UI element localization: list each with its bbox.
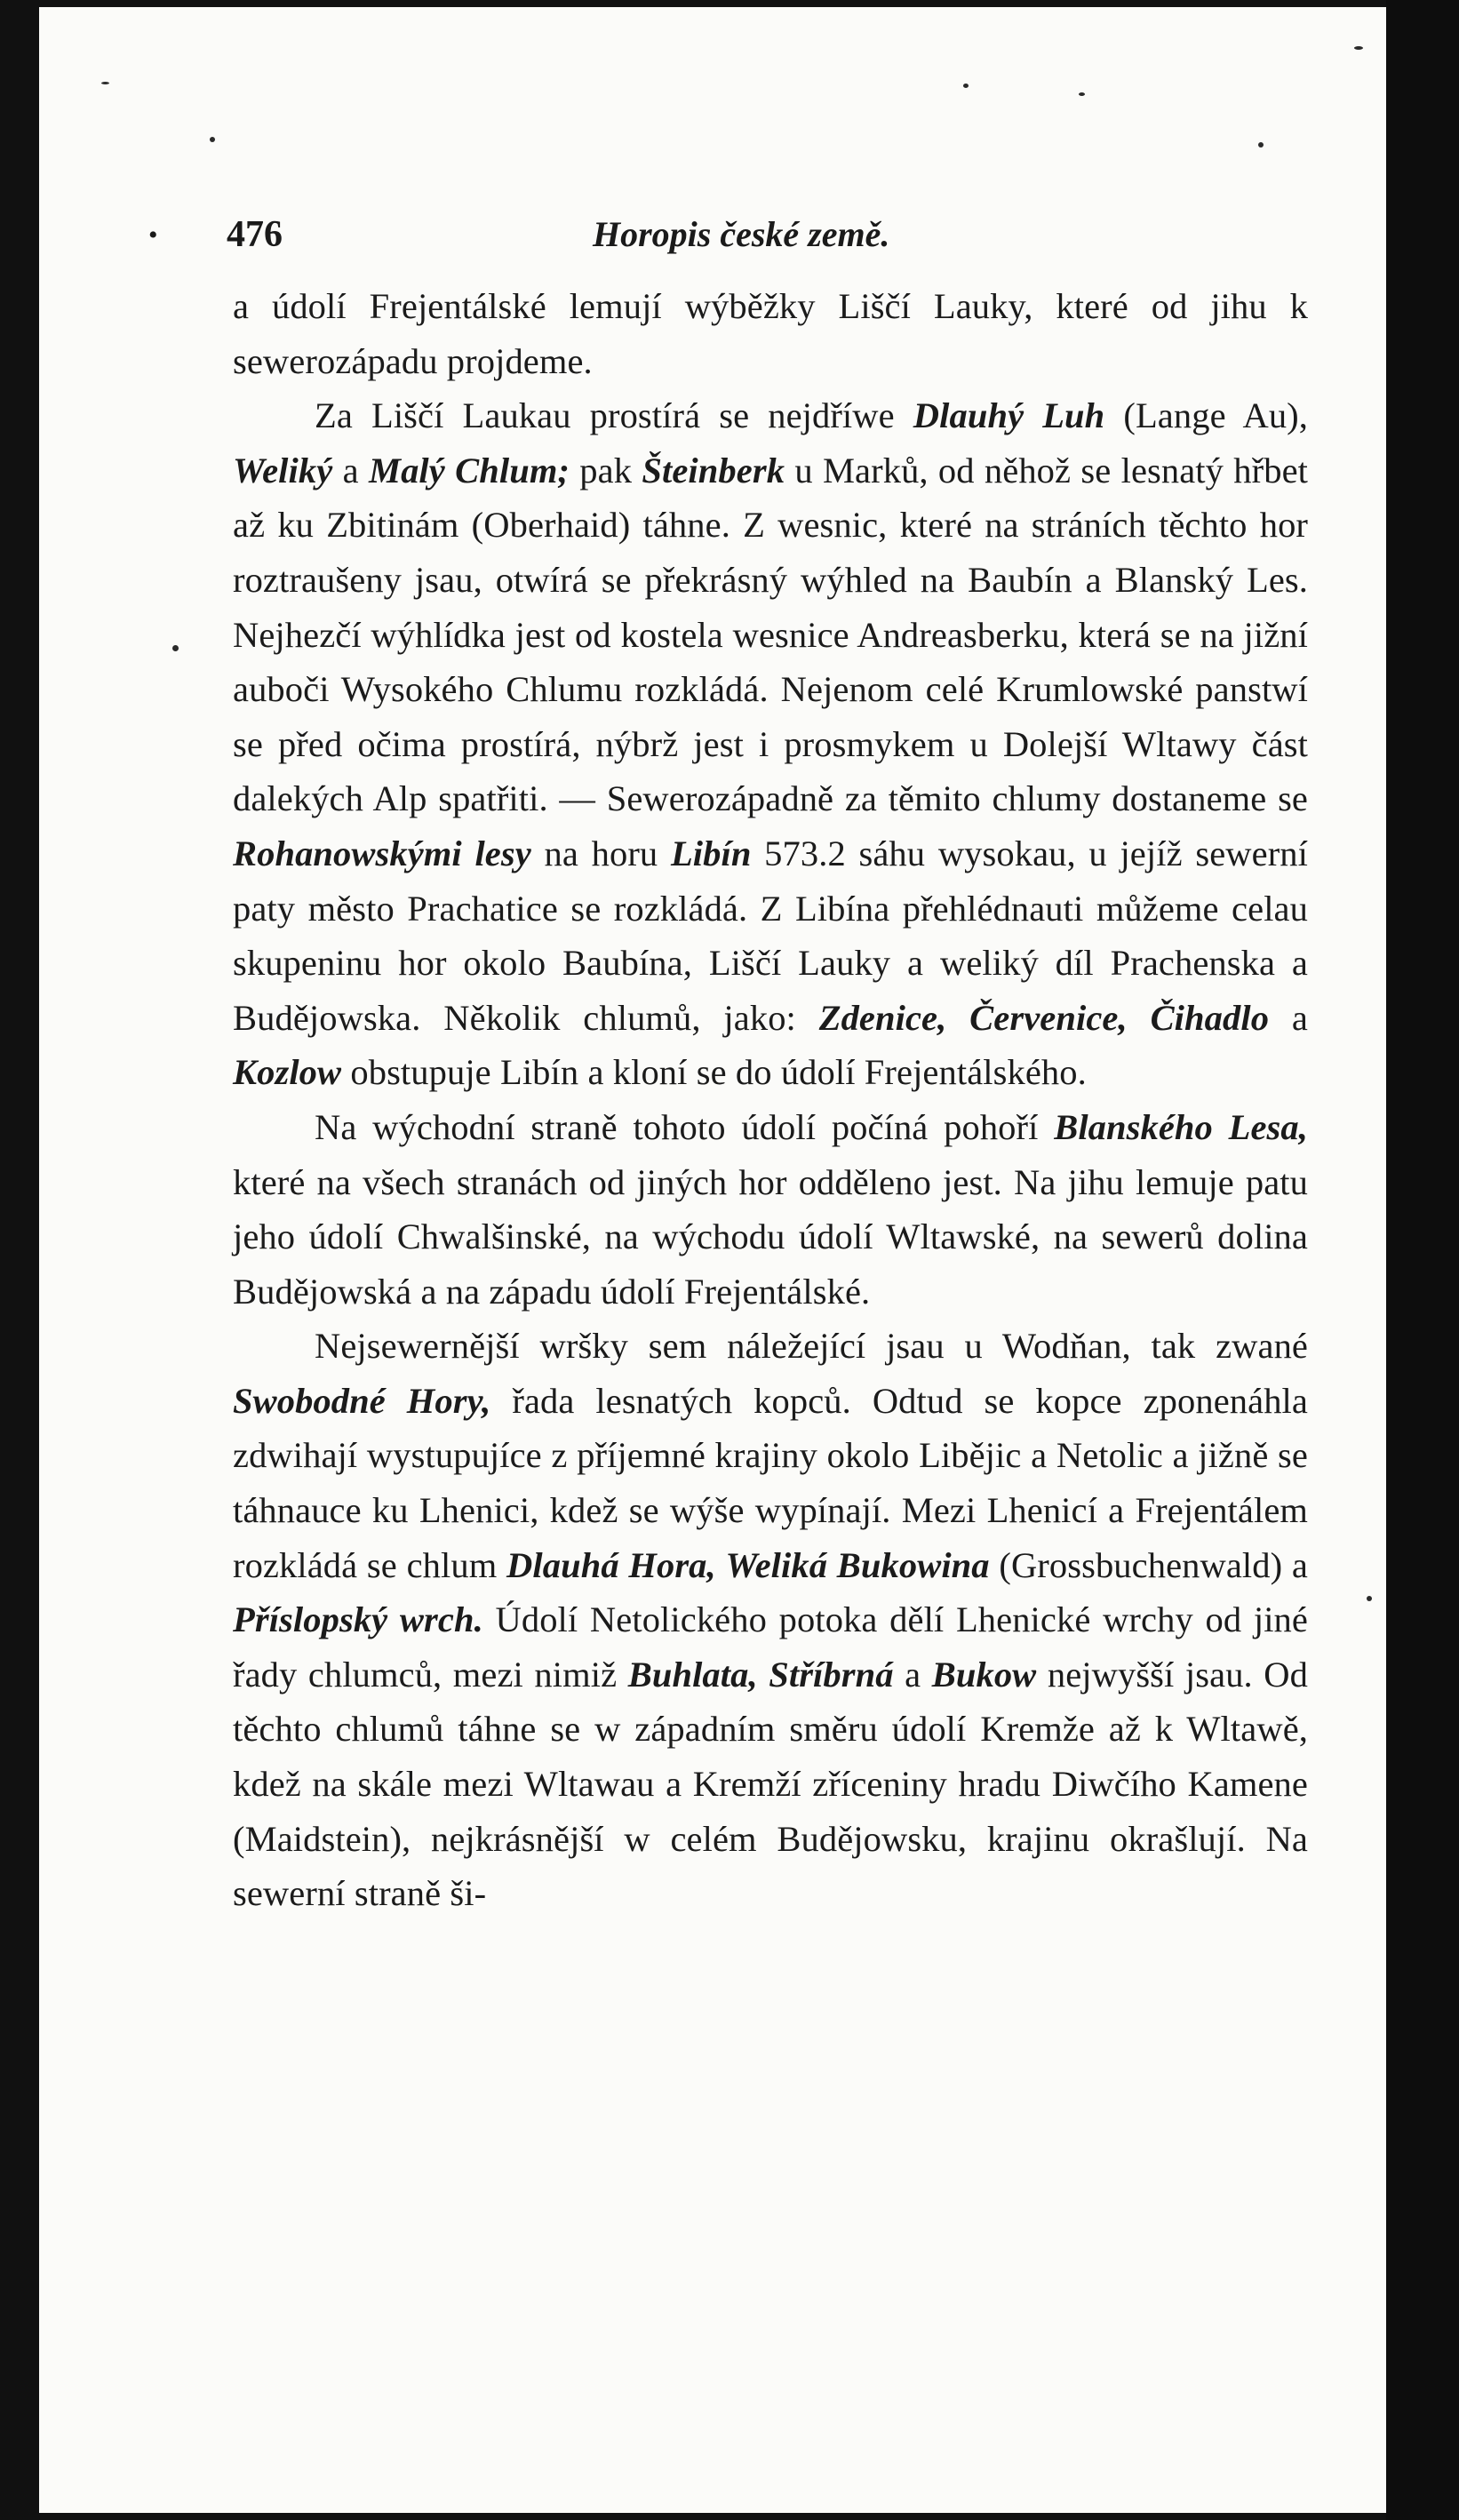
italic-term: Libín	[670, 833, 752, 873]
italic-term: Šteinberk	[642, 450, 785, 490]
body-text	[233, 279, 1308, 1921]
text-run: (Lange Au),	[1104, 395, 1308, 436]
text-run: řada lesnatých kopců. Odtud se kopce zponenáhla zdwihají wystupujíce z příjemné krajiny okolo Libějic a Netolic a jižně se táhnauce ku Lhenici, kdež se wýše wypínají. Mezi Lhenicí a Frejentálem rozkládá se chlum	[233, 1380, 1308, 1585]
text-run	[716, 1545, 726, 1585]
scan-speck	[1354, 46, 1363, 50]
scan-speck	[1258, 142, 1264, 148]
margin-bullet: •	[148, 220, 158, 250]
text-run: nejwyšší jsau. Od těchto chlumů táhne se w západním směru údolí Kremže až k Wltawě, kdež na skále mezi Wltawau a Kremží zříceniny hradu Diwčího Kamene (Maidstein), nejkrásnější w celém Budějowsku, krajinu okrašlují. Na sewerní straně ši-	[233, 1654, 1309, 1914]
italic-term: Weliká Bukowina	[725, 1544, 990, 1585]
scan-speck	[1079, 92, 1085, 96]
italic-term: Blanského Lesa,	[1054, 1106, 1308, 1147]
text-run: a	[332, 450, 369, 490]
text-run: a	[893, 1654, 932, 1695]
page-shadow	[1386, 0, 1459, 2520]
text-run: pak	[570, 450, 642, 490]
scan-speck	[963, 84, 969, 88]
italic-term: Malý Chlum;	[368, 450, 570, 490]
paragraph	[233, 1319, 1308, 1921]
text-run: Nejsewernější wršky sem náležející jsau u Wodňan, tak zwané	[315, 1326, 1308, 1367]
page-header	[148, 210, 1308, 263]
text-run: obstupuje Libín a kloní se do údolí Frejentálského.	[341, 1052, 1087, 1093]
scan-speck	[210, 137, 215, 142]
italic-term: Buhlata, Stříbrná	[627, 1654, 894, 1695]
text-run: Údolí Netolického potoka dělí Lhenické wrchy od jiné řady chlumců, mezi nimiž	[233, 1599, 1308, 1695]
text-run: a údolí Frejentálské lemují wýběžky Liščí Lauky, které od jihu k sewerozápadu projdeme.	[233, 286, 1308, 381]
italic-term: Weliký	[233, 450, 333, 490]
italic-term: Příslopský wrch.	[233, 1599, 483, 1640]
paragraph	[233, 279, 1308, 388]
italic-term: Bukow	[931, 1654, 1037, 1695]
text-run: Za Liščí Laukau prostírá se nejdříwe	[315, 395, 913, 436]
text-run: na horu	[530, 833, 671, 873]
italic-term: Swobodné Hory,	[233, 1380, 491, 1421]
text-run: Na wýchodní straně tohoto údolí počíná pohoří	[315, 1106, 1055, 1147]
text-run: a	[1269, 997, 1308, 1038]
paragraph	[233, 388, 1308, 1100]
italic-term: Dlauhý Luh	[913, 395, 1105, 436]
text-run: 573.2 sáhu wysokau, u jejíž sewerní paty město Prachatice se rozkládá. Z Libína přehlédnauti můžeme celau skupeninu hor okolo Baubína, Liščí Lauky a weliký díl Prachenska a Budějowska. Několik chlumů, jako:	[233, 833, 1309, 1038]
book-page	[39, 7, 1432, 2513]
text-run: které na všech stranách od jiných hor odděleno jest. Na jihu lemuje patu jeho údolí Chwalšinské, na wýchodu údolí Wltawské, na sewerů dolina Budějowská a na západu údolí Frejentálské.	[233, 1161, 1308, 1312]
text-run: (Grossbuchenwald) a	[989, 1544, 1309, 1585]
italic-term: Dlauhá Hora,	[506, 1544, 716, 1585]
scan-speck	[101, 82, 109, 84]
paragraph	[233, 1100, 1308, 1319]
scan-speck	[1367, 1596, 1372, 1601]
page-number: 476	[227, 214, 283, 255]
italic-term: Rohanowskými lesy	[233, 833, 531, 873]
running-title: Horopis české země.	[593, 214, 890, 254]
italic-term: Zdenice, Červenice, Čihadlo	[818, 997, 1270, 1038]
scan-speck	[172, 645, 179, 651]
text-run: u Marků, od něhož se lesnatý hřbet až ku Zbitinám (Oberhaid) táhne. Z wesnic, které na stráních těchto hor roztraušeny jsau, otwírá se překrásný wýhled na Baubín a Blanský Les. Nejhezčí wýhlídka jest od kostela wesnice Andreasberku, která se na jižní auboči Wysokého Chlumu rozkládá. Nejenom celé Krumlowské panstwí se před očima prostírá, nýbrž jest i prosmykem u Dolejší Wltawy část dalekých Alp spatřiti. — Sewerozápadně za těmito chlumy dostaneme se	[233, 450, 1309, 819]
italic-term: Kozlow	[233, 1052, 342, 1093]
